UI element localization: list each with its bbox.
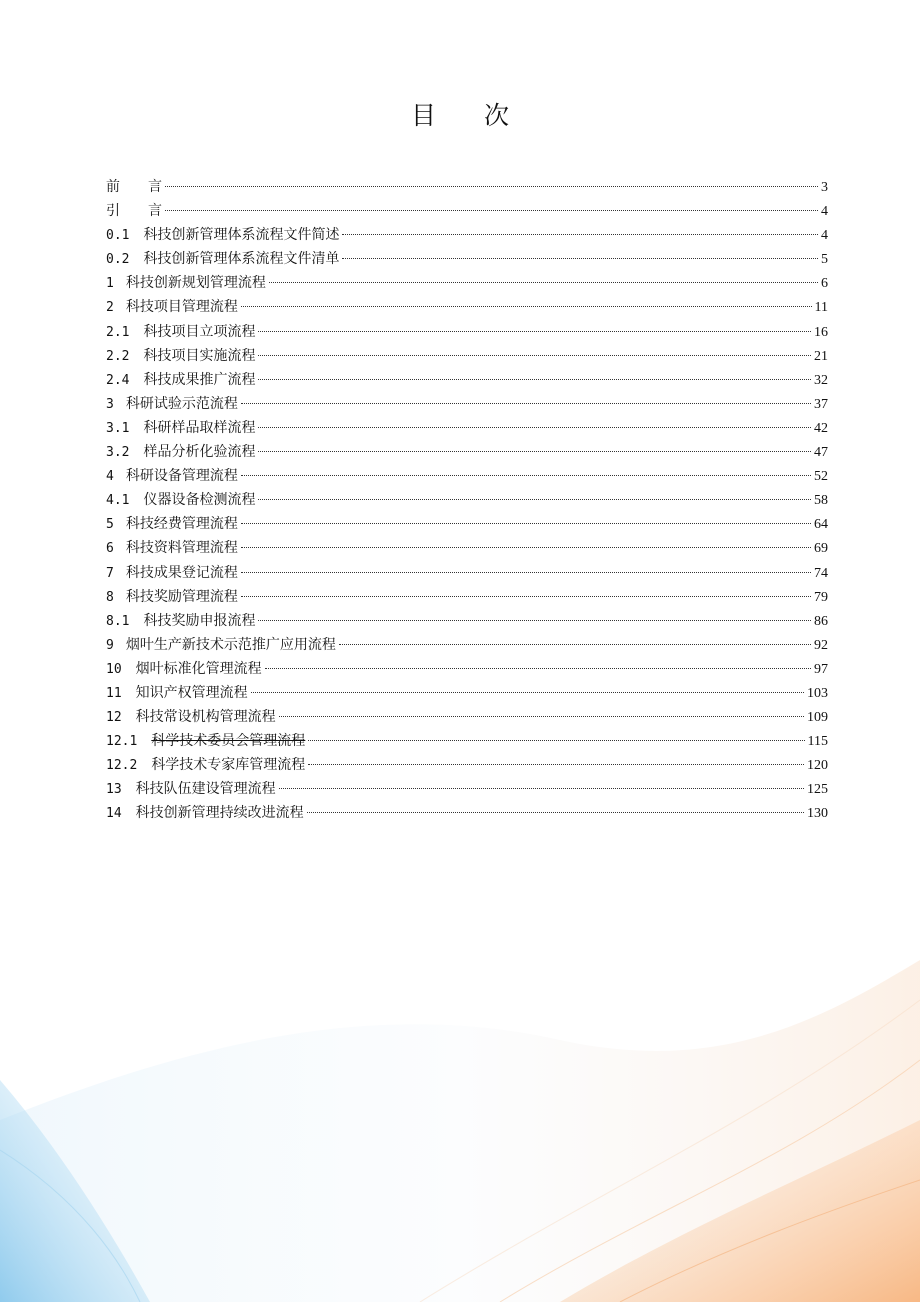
toc-dot-leader (258, 331, 811, 332)
toc-entry-page: 103 (807, 685, 828, 701)
toc-entry-title: 科技项目实施流程 (143, 347, 256, 364)
toc-entry-number: 4.1 (106, 493, 130, 509)
toc-entry-number: 2.1 (106, 324, 130, 340)
toc-entry-page: 92 (814, 637, 828, 653)
page-title-part2: 次 (484, 101, 510, 130)
toc-entry-page: 32 (814, 372, 828, 388)
table-of-contents (106, 175, 828, 826)
toc-entry[interactable] (106, 512, 828, 536)
toc-entry-title: 科研样品取样流程 (143, 419, 256, 436)
toc-entry-page: 86 (814, 613, 828, 629)
toc-entry-page: 37 (814, 396, 828, 412)
toc-entry[interactable] (106, 777, 828, 801)
toc-dot-leader (265, 668, 811, 669)
toc-entry-page: 97 (814, 661, 828, 677)
toc-entry-page: 4 (821, 204, 828, 220)
toc-entry-title: 科技项目管理流程 (125, 299, 238, 316)
toc-entry-page: 69 (814, 541, 828, 557)
toc-entry-number: 12.2 (106, 758, 138, 774)
toc-entry-title: 科技资料管理流程 (125, 540, 238, 557)
toc-dot-leader (241, 306, 812, 307)
toc-entry-page: 11 (814, 300, 828, 316)
toc-dot-leader (269, 282, 818, 283)
toc-entry-number: 0.2 (106, 252, 130, 268)
toc-entry[interactable] (106, 753, 828, 777)
toc-entry-number: 13 (106, 782, 122, 798)
toc-dot-leader (339, 644, 811, 645)
toc-entry[interactable] (106, 175, 828, 199)
toc-entry-title: 科研试验示范流程 (125, 395, 238, 412)
toc-entry-page: 21 (814, 348, 828, 364)
toc-entry-page: 58 (814, 493, 828, 509)
toc-dot-leader (258, 620, 811, 621)
toc-entry-title: 引 言 (106, 203, 162, 220)
toc-dot-leader (251, 692, 804, 693)
toc-entry-page: 130 (807, 806, 828, 822)
toc-entry-number: 14 (106, 806, 122, 822)
toc-entry[interactable] (106, 705, 828, 729)
toc-entry[interactable] (106, 392, 828, 416)
toc-dot-leader (165, 210, 818, 211)
toc-entry[interactable] (106, 271, 828, 295)
toc-entry-page: 5 (821, 252, 828, 268)
toc-entry-number: 9 (106, 637, 114, 653)
toc-entry-title: 科技创新管理体系流程文件清单 (143, 251, 340, 268)
toc-entry-title: 科技创新规划管理流程 (125, 275, 266, 292)
toc-entry-title: 科技队伍建设管理流程 (135, 781, 276, 798)
toc-entry-title: 科技常设机构管理流程 (135, 709, 276, 726)
toc-entry[interactable] (106, 295, 828, 319)
toc-dot-leader (279, 716, 804, 717)
toc-dot-leader (279, 788, 804, 789)
page-title (0, 96, 920, 132)
toc-entry[interactable] (106, 801, 828, 825)
toc-entry[interactable] (106, 344, 828, 368)
toc-dot-leader (308, 740, 804, 741)
toc-dot-leader (241, 523, 811, 524)
toc-entry-number: 2.2 (106, 348, 130, 364)
toc-entry[interactable] (106, 440, 828, 464)
toc-entry-page: 109 (807, 710, 828, 726)
toc-entry-number: 3.1 (106, 420, 130, 436)
toc-entry-title: 科技经费管理流程 (125, 516, 238, 533)
toc-dot-leader (241, 475, 811, 476)
toc-entry-page: 74 (814, 565, 828, 581)
toc-entry-number: 1 (106, 276, 114, 292)
toc-entry-number: 5 (106, 517, 114, 533)
toc-dot-leader (342, 234, 818, 235)
toc-entry-number: 12.1 (106, 734, 138, 750)
toc-entry-number: 2 (106, 300, 114, 316)
toc-dot-leader (241, 596, 811, 597)
toc-entry-number: 6 (106, 541, 114, 557)
toc-entry-page: 3 (821, 180, 828, 195)
toc-entry[interactable] (106, 536, 828, 560)
toc-entry-title: 前 言 (106, 179, 162, 195)
toc-entry-page: 4 (821, 228, 828, 244)
toc-entry-title: 科学技术专家库管理流程 (151, 757, 306, 774)
toc-entry[interactable] (106, 729, 828, 753)
toc-entry[interactable] (106, 681, 828, 705)
toc-entry[interactable] (106, 416, 828, 440)
toc-entry-title: 科研设备管理流程 (125, 468, 238, 485)
toc-entry[interactable] (106, 368, 828, 392)
toc-entry[interactable] (106, 585, 828, 609)
toc-entry-title: 科技项目立项流程 (143, 323, 256, 340)
toc-entry-title: 知识产权管理流程 (135, 684, 248, 701)
toc-dot-leader (258, 451, 811, 452)
toc-entry-title: 烟叶生产新技术示范推广应用流程 (125, 636, 336, 653)
toc-entry-page: 64 (814, 517, 828, 533)
toc-entry[interactable] (106, 247, 828, 271)
toc-dot-leader (258, 355, 811, 356)
toc-entry-title: 烟叶标准化管理流程 (135, 660, 262, 677)
toc-entry-number: 3.2 (106, 445, 130, 461)
toc-entry[interactable] (106, 464, 828, 488)
toc-entry[interactable] (106, 609, 828, 633)
toc-entry-title: 科技成果推广流程 (143, 371, 256, 388)
toc-entry[interactable] (106, 320, 828, 344)
toc-dot-leader (342, 258, 818, 259)
toc-dot-leader (258, 427, 811, 428)
toc-entry-page: 42 (814, 420, 828, 436)
toc-entry-number: 4 (106, 469, 114, 485)
toc-entry-number: 12 (106, 710, 122, 726)
toc-entry[interactable] (106, 657, 828, 681)
toc-entry-title: 科技成果登记流程 (125, 564, 238, 581)
toc-dot-leader (308, 764, 804, 765)
toc-entry-number: 11 (106, 685, 122, 701)
toc-entry-page: 6 (821, 276, 828, 292)
toc-entry-page: 47 (814, 445, 828, 461)
toc-entry-number: 3 (106, 396, 114, 412)
toc-entry-title: 仪器设备检测流程 (143, 492, 256, 509)
toc-dot-leader (258, 499, 811, 500)
toc-entry-title: 科技奖励管理流程 (125, 588, 238, 605)
toc-dot-leader (165, 186, 818, 187)
toc-entry-title: 科技创新管理体系流程文件简述 (143, 227, 340, 244)
toc-entry-number: 2.4 (106, 372, 130, 388)
toc-entry-page: 115 (807, 734, 828, 750)
toc-entry-number: 7 (106, 565, 114, 581)
toc-entry-title: 样品分析化验流程 (143, 444, 256, 461)
toc-entry[interactable] (106, 633, 828, 657)
toc-entry-number: 8.1 (106, 613, 130, 629)
toc-entry-page: 79 (814, 589, 828, 605)
toc-entry-title: 科技创新管理持续改进流程 (135, 805, 304, 822)
toc-entry-page: 52 (814, 469, 828, 485)
toc-entry-title: 科技奖励申报流程 (143, 612, 256, 629)
page-title-part1: 目 (410, 101, 436, 130)
toc-entry-page: 16 (814, 324, 828, 340)
toc-entry[interactable] (106, 199, 828, 223)
toc-dot-leader (307, 812, 804, 813)
toc-dot-leader (241, 547, 811, 548)
toc-entry-number: 0.1 (106, 228, 130, 244)
toc-dot-leader (258, 379, 811, 380)
toc-dot-leader (241, 403, 811, 404)
toc-entry-number: 8 (106, 589, 114, 605)
toc-entry-page: 120 (807, 758, 828, 774)
toc-entry[interactable] (106, 488, 828, 512)
toc-dot-leader (241, 572, 811, 573)
toc-entry-title: 科学技术委员会管理流程 (151, 733, 306, 750)
toc-entry[interactable] (106, 561, 828, 585)
toc-entry-number: 10 (106, 661, 122, 677)
toc-entry[interactable] (106, 223, 828, 247)
toc-entry-page: 125 (807, 782, 828, 798)
